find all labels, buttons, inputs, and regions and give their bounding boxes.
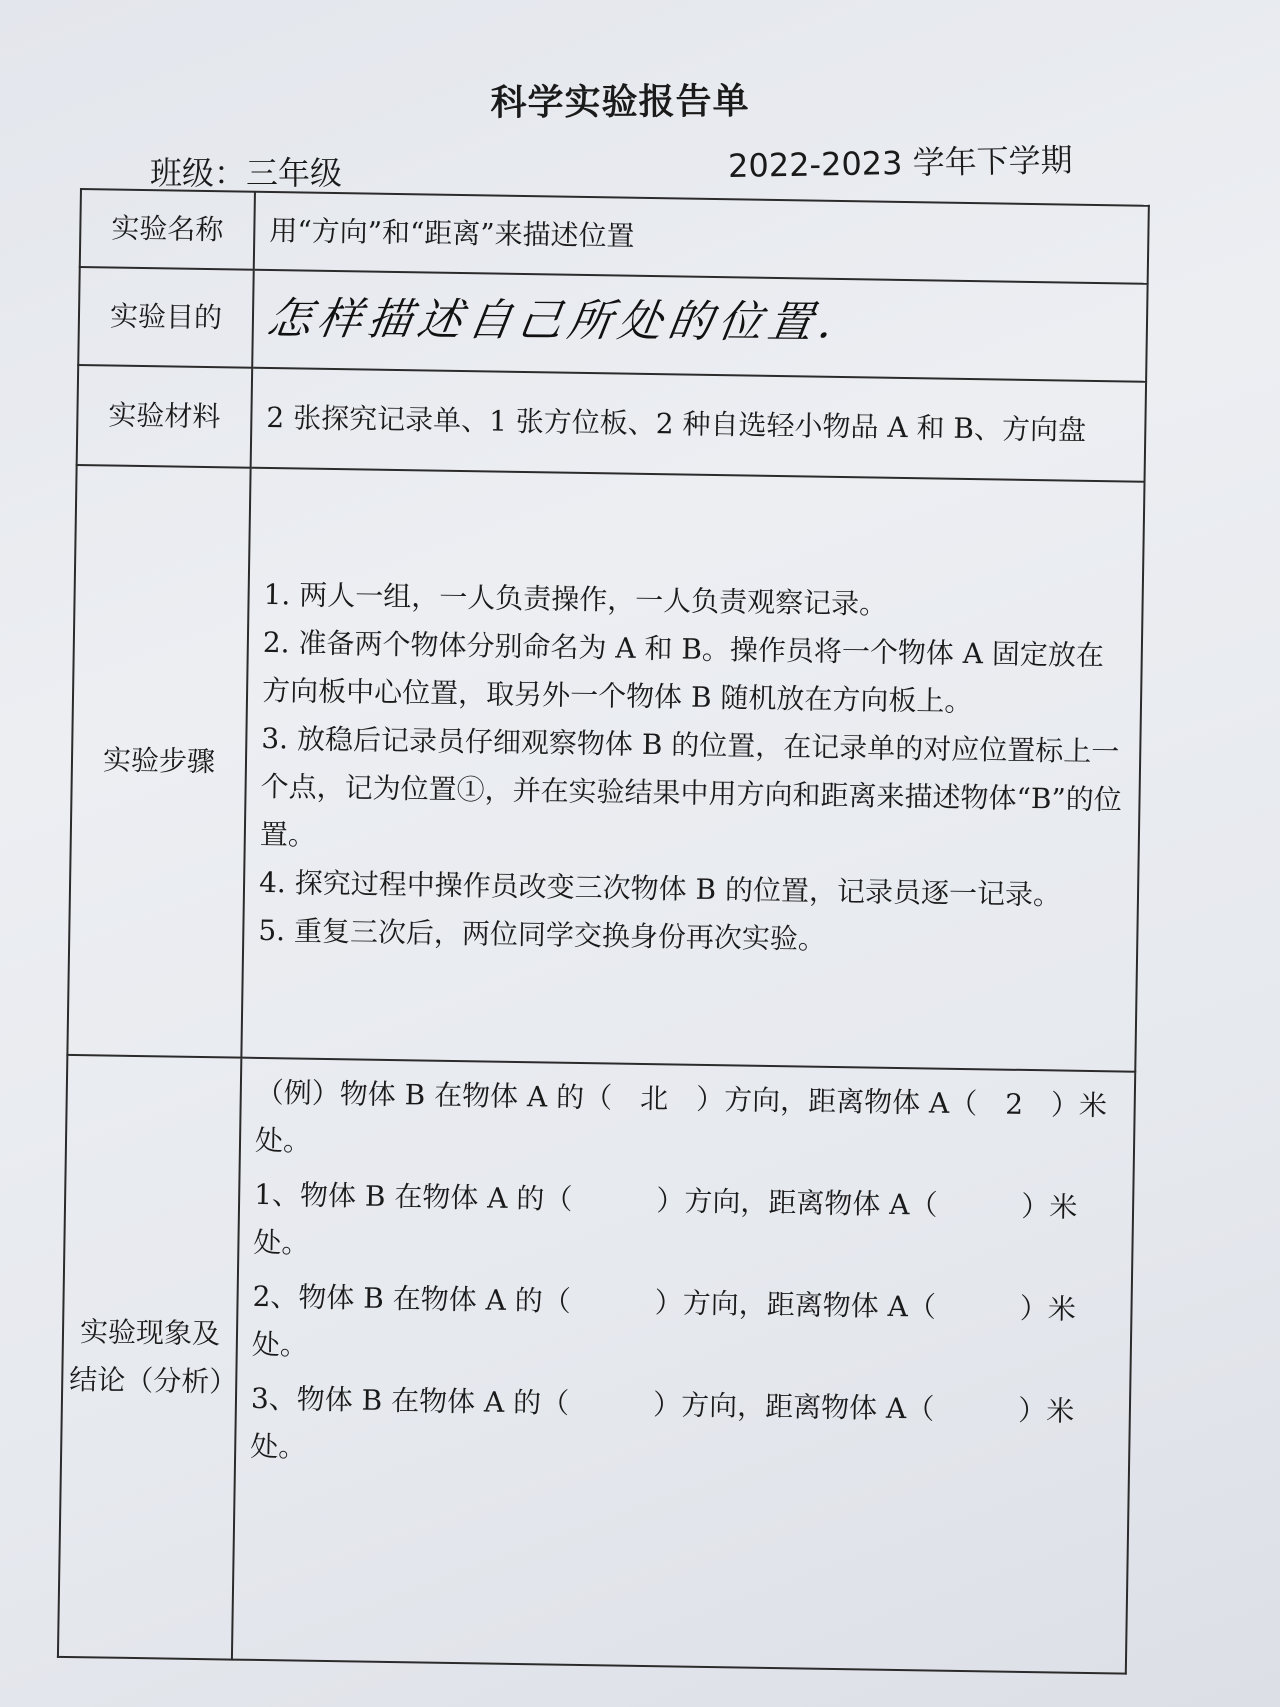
- report-table: [57, 188, 1150, 1675]
- experiment-name-value: 用“方向”和“距离”来描述位置: [254, 192, 1149, 284]
- row-experiment-purpose: [78, 267, 1147, 382]
- row-experiment-materials: [77, 365, 1146, 482]
- experiment-materials-label: 实验材料: [77, 365, 253, 468]
- experiment-name-label: 实验名称: [80, 189, 255, 270]
- experiment-results-cell: [232, 1058, 1135, 1674]
- result-example: （例）物体 B 在物体 A 的（ 北 ）方向，距离物体 A（ 2 ）米处。: [254, 1075, 1108, 1158]
- experiment-materials-value: 2 张探究记录单、1 张方位板、2 种自选轻小物品 A 和 B、方向盘: [251, 368, 1146, 482]
- step-item: 3. 放稳后记录员仔细观察物体 B 的位置，在记录单的对应位置标上一个点，记为位置①，并在实验结果中用方向和距离来描述物体“B”的位置。: [259, 721, 1122, 852]
- row-experiment-results: [58, 1055, 1135, 1674]
- step-item: 1. 两人一组，一人负责操作，一人负责观察记录。: [263, 577, 888, 621]
- step-item: 4. 探究过程中操作员改变三次物体 B 的位置，记录员逐一记录。: [258, 865, 1062, 912]
- result-item: 2、物体 B 在物体 A 的（ ）方向，距离物体 A（ ）米处。: [251, 1279, 1077, 1362]
- row-experiment-steps: [67, 465, 1144, 1072]
- experiment-purpose-label: 实验目的: [78, 267, 254, 368]
- result-item: 3、物体 B 在物体 A 的（ ）方向，距离物体 A（ ）米处。: [249, 1381, 1075, 1464]
- steps-list: [258, 571, 1128, 969]
- result-item: 1、物体 B 在物体 A 的（ ）方向，距离物体 A（ ）米处。: [253, 1177, 1078, 1260]
- step-item: 5. 重复三次后，两位同学交换身份再次实验。: [258, 913, 827, 956]
- results-list: [250, 1069, 1120, 1491]
- experiment-steps-label: 实验步骤: [67, 465, 250, 1058]
- experiment-purpose-handwritten: 怎样描述自己所处的位置.: [263, 293, 843, 348]
- experiment-results-label: 实验现象及结论（分析）: [58, 1055, 241, 1660]
- experiment-purpose-cell: [252, 270, 1147, 382]
- class-label: 班级：三年级: [150, 154, 343, 192]
- step-item: 2. 准备两个物体分别命名为 A 和 B。操作员将一个物体 A 固定放在方向板中心位置，取另外一个物体 B 随机放在方向板上。: [261, 625, 1105, 719]
- term-label: 2022-2023 学年下学期: [727, 140, 1073, 186]
- experiment-steps-cell: [241, 468, 1144, 1072]
- document-title: 科学实验报告单: [490, 81, 750, 124]
